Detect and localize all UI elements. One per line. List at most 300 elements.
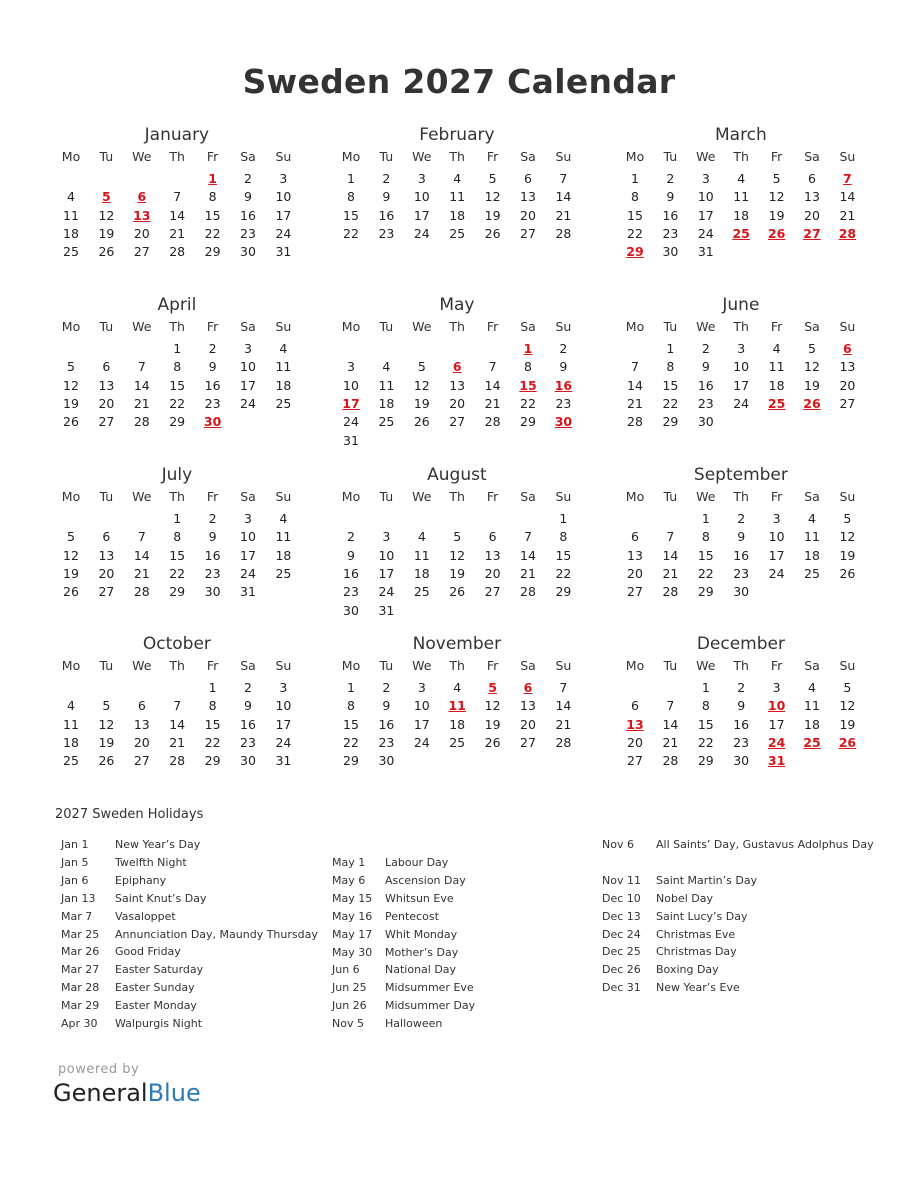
weekday-label: Th <box>733 149 749 164</box>
holidays-title: 2027 Sweden Holidays <box>55 807 204 822</box>
day-cell: 28 <box>520 584 536 600</box>
holiday-name: Epiphany <box>115 873 167 887</box>
day-cell: 22 <box>343 225 359 241</box>
day-cell: 14 <box>169 207 186 223</box>
weekday-label: Tu <box>379 658 394 673</box>
day-cell: 9 <box>244 698 252 714</box>
day-cell: 8 <box>701 698 710 714</box>
day-cell: 23 <box>733 565 750 581</box>
day-cell: 20 <box>520 716 536 732</box>
weekday-label: Mo <box>625 658 645 673</box>
day-cell: 28 <box>627 414 643 430</box>
day-cell: 4 <box>453 171 462 186</box>
holiday-date: Mar 26 <box>61 945 100 959</box>
day-cell: 1 <box>173 341 182 356</box>
weekday-label: Mo <box>341 319 361 334</box>
day-cell: 16 <box>662 207 679 223</box>
day-cell: 21 <box>133 395 150 411</box>
holiday-date: Jan 6 <box>61 873 89 887</box>
holiday-date: Jan 1 <box>61 838 89 851</box>
holiday-date: Dec 31 <box>602 981 641 995</box>
holiday-day-cell: 13 <box>133 207 151 223</box>
day-cell: 5 <box>417 359 426 375</box>
holiday-name: Easter Monday <box>115 999 197 1013</box>
day-cell: 15 <box>697 547 714 563</box>
day-cell: 14 <box>484 377 501 393</box>
weekday-label: Fr <box>206 658 219 673</box>
day-cell: 16 <box>733 716 750 732</box>
day-cell: 7 <box>173 189 182 205</box>
day-cell: 14 <box>839 189 856 205</box>
day-cell: 2 <box>559 341 568 356</box>
holiday-date: Dec 26 <box>602 963 641 977</box>
day-cell: 1 <box>347 171 355 186</box>
day-cell: 31 <box>275 753 292 769</box>
day-cell: 16 <box>240 207 256 223</box>
day-cell: 9 <box>382 189 391 205</box>
day-cell: 3 <box>382 529 391 545</box>
day-cell: 12 <box>484 698 501 714</box>
weekday-label: Sa <box>240 489 256 504</box>
day-cell: 24 <box>413 225 430 241</box>
day-cell: 26 <box>484 734 501 750</box>
day-cell: 3 <box>244 511 252 526</box>
holiday-date: Mar 28 <box>61 981 100 995</box>
day-cell: 22 <box>627 225 643 241</box>
holiday-name: Labour Day <box>385 856 449 869</box>
day-cell: 14 <box>520 547 536 563</box>
weekday-label: Tu <box>379 149 394 164</box>
day-cell: 11 <box>275 359 292 375</box>
holiday-date: Dec 10 <box>602 891 641 905</box>
day-cell: 3 <box>244 341 252 356</box>
holiday-name: Pentecost <box>385 909 439 923</box>
day-cell: 5 <box>808 341 816 356</box>
brand-part-2: Blue <box>147 1079 201 1107</box>
weekday-label: Th <box>733 489 749 504</box>
holiday-day-cell: 6 <box>137 189 147 205</box>
day-cell: 4 <box>417 529 426 545</box>
holiday-name: Boxing Day <box>656 963 719 977</box>
day-cell: 11 <box>804 698 820 714</box>
holiday-name: Easter Sunday <box>115 981 195 995</box>
day-cell: 26 <box>63 414 79 430</box>
weekday-label: Su <box>555 489 572 504</box>
holiday-date: May 6 <box>332 873 366 887</box>
weekday-label: Mo <box>625 489 645 504</box>
day-cell: 24 <box>240 395 256 411</box>
day-cell: 27 <box>627 584 643 600</box>
day-cell: 8 <box>701 529 710 545</box>
day-cell: 21 <box>662 734 679 750</box>
day-cell: 18 <box>449 207 466 223</box>
day-cell: 16 <box>733 547 750 563</box>
day-cell: 29 <box>697 753 714 769</box>
day-cell: 3 <box>417 680 426 695</box>
weekday-label: We <box>412 658 432 673</box>
day-cell: 16 <box>343 565 359 581</box>
day-cell: 12 <box>768 189 785 205</box>
powered-by-label: powered by <box>58 1062 140 1077</box>
day-cell: 11 <box>63 207 79 223</box>
weekday-label: Mo <box>341 149 361 164</box>
day-cell: 31 <box>240 584 256 600</box>
day-cell: 29 <box>697 584 714 600</box>
day-cell: 28 <box>133 414 150 430</box>
day-cell: 2 <box>382 680 391 695</box>
day-cell: 6 <box>488 529 497 545</box>
day-cell: 14 <box>555 698 572 714</box>
holiday-name: Saint Martin’s Day <box>656 873 758 887</box>
day-cell: 16 <box>378 207 395 223</box>
holiday-day-cell: 25 <box>803 734 821 750</box>
day-cell: 1 <box>173 511 182 526</box>
holiday-day-cell: 7 <box>843 171 852 186</box>
weekday-label: We <box>696 489 716 504</box>
day-cell: 21 <box>169 734 186 750</box>
day-cell: 26 <box>63 584 79 600</box>
weekday-label: Th <box>169 489 185 504</box>
day-cell: 18 <box>275 377 292 393</box>
brand-part-1: General <box>53 1079 148 1107</box>
weekday-label: Su <box>839 658 856 673</box>
day-cell: 13 <box>98 547 115 563</box>
day-cell: 4 <box>279 511 288 526</box>
day-cell: 22 <box>169 395 186 411</box>
holiday-date: Nov 5 <box>332 1017 364 1031</box>
day-cell: 17 <box>275 207 292 223</box>
weekday-label: Tu <box>663 489 678 504</box>
holiday-name: Annunciation Day, Maundy Thursday <box>115 927 318 941</box>
day-cell: 21 <box>555 207 572 223</box>
day-cell: 28 <box>169 244 186 260</box>
day-cell: 10 <box>275 189 292 205</box>
holiday-name: Christmas Day <box>656 945 737 959</box>
weekday-label: Su <box>555 319 572 334</box>
day-cell: 13 <box>520 698 536 714</box>
day-cell: 24 <box>768 565 785 581</box>
day-cell: 24 <box>378 584 395 600</box>
day-cell: 12 <box>449 547 466 563</box>
day-cell: 7 <box>488 359 497 375</box>
holiday-day-cell: 30 <box>203 414 222 430</box>
day-cell: 19 <box>413 395 430 411</box>
day-cell: 30 <box>343 602 359 618</box>
day-cell: 8 <box>666 359 675 375</box>
day-cell: 25 <box>63 753 79 769</box>
holiday-date: Dec 25 <box>602 945 641 959</box>
day-cell: 3 <box>701 171 710 186</box>
day-cell: 26 <box>98 753 115 769</box>
day-cell: 19 <box>98 225 115 241</box>
day-cell: 18 <box>378 395 395 411</box>
day-cell: 9 <box>559 359 568 375</box>
weekday-label: Su <box>275 319 292 334</box>
day-cell: 15 <box>555 547 572 563</box>
day-cell: 9 <box>347 547 355 563</box>
day-cell: 4 <box>737 171 746 186</box>
holiday-day-cell: 5 <box>488 680 497 695</box>
day-cell: 12 <box>413 377 430 393</box>
day-cell: 23 <box>733 734 750 750</box>
day-cell: 4 <box>67 698 75 714</box>
weekday-label: Th <box>169 319 185 334</box>
weekday-label: Fr <box>486 658 499 673</box>
day-cell: 12 <box>63 377 79 393</box>
day-cell: 29 <box>343 753 359 769</box>
day-cell: 15 <box>169 377 186 393</box>
weekday-label: Fr <box>770 319 783 334</box>
day-cell: 1 <box>559 511 568 526</box>
day-cell: 17 <box>240 547 256 563</box>
day-cell: 14 <box>133 377 150 393</box>
day-cell: 8 <box>208 698 217 714</box>
day-cell: 14 <box>627 377 643 393</box>
day-cell: 24 <box>733 395 750 411</box>
weekday-label: Tu <box>99 319 114 334</box>
day-cell: 16 <box>240 716 256 732</box>
day-cell: 2 <box>666 171 675 186</box>
day-cell: 21 <box>627 395 643 411</box>
weekday-label: We <box>696 319 716 334</box>
day-cell: 6 <box>631 529 639 545</box>
day-cell: 19 <box>484 716 501 732</box>
day-cell: 18 <box>413 565 430 581</box>
day-cell: 21 <box>133 565 150 581</box>
month-name: September <box>693 465 788 485</box>
day-cell: 22 <box>697 565 714 581</box>
day-cell: 17 <box>413 716 430 732</box>
page-title: Sweden 2027 Calendar <box>242 62 676 101</box>
day-cell: 20 <box>133 734 150 750</box>
holiday-date: May 1 <box>332 856 366 869</box>
day-cell: 27 <box>98 414 115 430</box>
day-cell: 19 <box>98 734 115 750</box>
weekday-label: Sa <box>804 149 820 164</box>
holiday-date: May 16 <box>332 909 373 923</box>
day-cell: 12 <box>484 189 501 205</box>
day-cell: 10 <box>413 189 430 205</box>
day-cell: 5 <box>843 511 852 526</box>
day-cell: 28 <box>484 414 501 430</box>
weekday-label: Th <box>449 489 465 504</box>
day-cell: 6 <box>102 359 111 375</box>
day-cell: 2 <box>382 171 391 186</box>
day-cell: 18 <box>63 225 79 241</box>
weekday-label: Fr <box>486 489 499 504</box>
day-cell: 20 <box>484 565 501 581</box>
day-cell: 12 <box>839 529 856 545</box>
day-cell: 11 <box>378 377 395 393</box>
day-cell: 28 <box>555 734 572 750</box>
day-cell: 10 <box>275 698 292 714</box>
holiday-day-cell: 25 <box>767 395 786 411</box>
month-name: November <box>412 634 502 654</box>
day-cell: 22 <box>555 565 572 581</box>
day-cell: 5 <box>772 171 781 186</box>
day-cell: 4 <box>382 359 391 375</box>
day-cell: 26 <box>413 414 430 430</box>
day-cell: 28 <box>169 753 186 769</box>
weekday-label: Su <box>839 319 856 334</box>
weekday-label: Sa <box>240 149 256 164</box>
day-cell: 23 <box>697 395 714 411</box>
day-cell: 4 <box>772 341 781 356</box>
day-cell: 3 <box>417 171 426 186</box>
holiday-day-cell: 31 <box>767 753 786 769</box>
day-cell: 13 <box>627 547 643 563</box>
day-cell: 24 <box>413 734 430 750</box>
holiday-day-cell: 6 <box>452 359 462 375</box>
day-cell: 7 <box>137 529 146 545</box>
day-cell: 4 <box>453 680 462 695</box>
weekday-label: Th <box>169 658 185 673</box>
day-cell: 22 <box>697 734 714 750</box>
day-cell: 6 <box>137 698 146 714</box>
holiday-name: All Saints’ Day, Gustavus Adolphus Day <box>656 838 874 851</box>
day-cell: 23 <box>204 565 221 581</box>
holiday-day-cell: 10 <box>767 698 786 714</box>
weekday-label: We <box>132 319 152 334</box>
weekday-label: Tu <box>663 149 678 164</box>
day-cell: 1 <box>208 680 217 695</box>
day-cell: 2 <box>244 680 252 695</box>
weekday-label: Sa <box>240 319 256 334</box>
holiday-name: Saint Lucy’s Day <box>656 909 748 923</box>
day-cell: 15 <box>343 716 359 732</box>
day-cell: 13 <box>804 189 820 205</box>
day-cell: 18 <box>804 716 820 732</box>
weekday-label: Th <box>733 319 749 334</box>
day-cell: 19 <box>839 547 856 563</box>
holiday-day-cell: 30 <box>554 414 573 430</box>
day-cell: 27 <box>133 244 150 260</box>
day-cell: 12 <box>63 547 79 563</box>
weekday-label: Sa <box>520 658 536 673</box>
holiday-date: May 17 <box>332 927 373 941</box>
holiday-day-cell: 11 <box>448 698 466 714</box>
day-cell: 22 <box>662 395 679 411</box>
day-cell: 7 <box>559 171 568 186</box>
month-name: February <box>419 125 495 145</box>
day-cell: 20 <box>449 395 466 411</box>
holiday-name: Vasaloppet <box>115 909 176 923</box>
day-cell: 6 <box>102 529 111 545</box>
weekday-label: Su <box>275 658 292 673</box>
month-name: May <box>439 295 475 315</box>
day-cell: 3 <box>347 359 355 375</box>
day-cell: 18 <box>733 207 750 223</box>
day-cell: 5 <box>67 529 75 545</box>
day-cell: 21 <box>662 565 679 581</box>
day-cell: 9 <box>208 359 217 375</box>
day-cell: 5 <box>102 698 111 714</box>
day-cell: 19 <box>768 207 785 223</box>
day-cell: 14 <box>662 547 679 563</box>
holiday-date: May 15 <box>332 891 373 905</box>
day-cell: 22 <box>169 565 186 581</box>
day-cell: 18 <box>449 716 466 732</box>
weekday-label: Tu <box>379 319 394 334</box>
holiday-day-cell: 25 <box>732 225 750 241</box>
day-cell: 15 <box>204 716 221 732</box>
day-cell: 23 <box>204 395 221 411</box>
holiday-name: Nobel Day <box>656 891 713 905</box>
day-cell: 6 <box>631 698 639 714</box>
day-cell: 4 <box>808 680 816 695</box>
day-cell: 11 <box>275 529 292 545</box>
day-cell: 12 <box>98 207 115 223</box>
holiday-name: Halloween <box>385 1017 443 1031</box>
day-cell: 8 <box>631 189 639 205</box>
day-cell: 14 <box>169 716 186 732</box>
day-cell: 10 <box>343 377 359 393</box>
day-cell: 19 <box>804 377 820 393</box>
day-cell: 11 <box>733 189 750 205</box>
holiday-name: Easter Saturday <box>115 963 204 977</box>
day-cell: 7 <box>559 680 568 695</box>
day-cell: 9 <box>737 529 746 545</box>
day-cell: 20 <box>804 207 820 223</box>
day-cell: 14 <box>555 189 572 205</box>
day-cell: 20 <box>133 225 150 241</box>
day-cell: 6 <box>524 171 532 186</box>
day-cell: 4 <box>67 189 75 205</box>
day-cell: 10 <box>733 359 750 375</box>
weekday-label: Su <box>839 489 856 504</box>
holiday-date: Nov 11 <box>602 873 641 887</box>
day-cell: 18 <box>63 734 79 750</box>
day-cell: 20 <box>839 377 856 393</box>
day-cell: 22 <box>343 734 359 750</box>
day-cell: 11 <box>804 529 820 545</box>
weekday-label: Mo <box>61 149 81 164</box>
weekday-label: Fr <box>486 149 499 164</box>
day-cell: 25 <box>413 584 430 600</box>
day-cell: 14 <box>133 547 150 563</box>
weekday-label: Fr <box>770 149 783 164</box>
holiday-date: Jun 6 <box>332 963 360 977</box>
day-cell: 19 <box>63 395 79 411</box>
day-cell: 10 <box>768 529 785 545</box>
day-cell: 7 <box>524 529 532 545</box>
day-cell: 21 <box>555 716 572 732</box>
day-cell: 25 <box>275 565 292 581</box>
weekday-label: We <box>696 149 716 164</box>
day-cell: 7 <box>173 698 182 714</box>
day-cell: 1 <box>701 511 710 526</box>
holiday-name: Whit Monday <box>385 927 458 941</box>
day-cell: 8 <box>347 189 355 205</box>
day-cell: 16 <box>204 547 221 563</box>
day-cell: 9 <box>382 698 391 714</box>
day-cell: 25 <box>378 414 395 430</box>
day-cell: 2 <box>737 680 746 695</box>
holiday-name: New Year’s Eve <box>656 981 740 995</box>
weekday-label: Mo <box>341 489 361 504</box>
day-cell: 16 <box>204 377 221 393</box>
weekday-label: Su <box>555 658 572 673</box>
weekday-label: We <box>412 319 432 334</box>
day-cell: 22 <box>204 734 221 750</box>
day-cell: 17 <box>768 716 785 732</box>
month-name: June <box>722 295 760 315</box>
day-cell: 1 <box>347 680 355 695</box>
day-cell: 3 <box>772 511 781 526</box>
day-cell: 19 <box>449 565 466 581</box>
day-cell: 7 <box>137 359 146 375</box>
day-cell: 10 <box>240 529 256 545</box>
